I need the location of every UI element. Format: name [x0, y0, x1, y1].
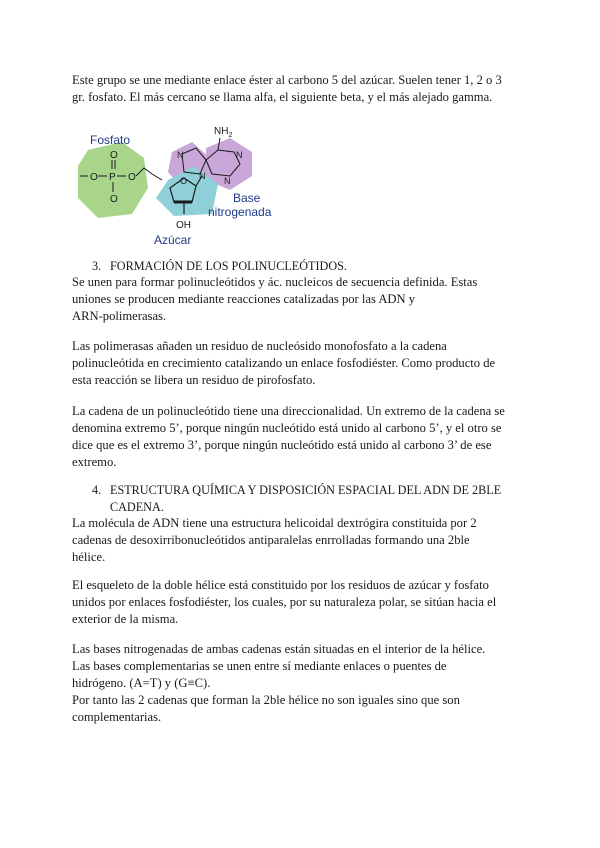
atom-n: N — [236, 150, 243, 160]
base-label-1: Base — [233, 191, 261, 205]
text-line: denomina extremo 5’, porque ningún nucleótido está unido al carbono 5’, y el otro se — [72, 421, 502, 435]
atom-o: O — [110, 194, 118, 205]
section-3-paragraph-1 — [72, 274, 534, 325]
section-title-continued: CADENA. — [110, 500, 164, 514]
section-3-paragraph-3 — [72, 403, 534, 471]
azucar-label: Azúcar — [154, 233, 192, 247]
text-line: Las bases complementarias se unen entre sí mediante enlaces o puentes de — [72, 659, 447, 673]
text-line: El esqueleto de la doble hélice está constituido por los residuos de azúcar y fosfato — [72, 578, 489, 592]
text-line: unidos por enlaces fosfodiéster, los cuales, por su naturaleza polar, se sitúan hacia el — [72, 595, 497, 609]
base-label-2: nitrogenada — [208, 205, 272, 219]
section-3-paragraph-2 — [72, 338, 534, 389]
text-line: Las bases nitrogenadas de ambas cadenas están situadas en el interior de la hélice. — [72, 642, 486, 656]
section-4-paragraph-1 — [72, 515, 534, 566]
atom-p: P — [109, 172, 116, 183]
intro-paragraph — [72, 72, 534, 106]
section-title: FORMACIÓN DE LOS POLINUCLEÓTIDOS. — [110, 259, 347, 273]
section-4-heading — [92, 482, 532, 516]
text-line: dice que es el extremo 3’, porque ningún nucleótido está unido al carbono 3’ de ese — [72, 438, 492, 452]
nh2-label: $NH_2$ — [214, 126, 233, 139]
text-line: Se unen para formar polinucleótidos y ác. nucleicos de secuencia definida. Estas — [72, 275, 478, 289]
atom-n: N — [199, 171, 206, 181]
text-line: La molécula de ADN tiene una estructura helicoidal dextrógira constituida por 2 — [72, 516, 477, 530]
text-line: esta reacción se libera un residuo de pirofosfato. — [72, 373, 316, 387]
atom-n: N — [224, 176, 231, 186]
section-number: 4. — [92, 483, 102, 497]
text-line: Este grupo se une mediante enlace éster al carbono 5 del azúcar. Suelen tener 1, 2 o 3 — [72, 73, 502, 87]
section-4-paragraph-2 — [72, 577, 534, 628]
atom-n: N — [177, 150, 184, 160]
section-4-paragraph-3 — [72, 641, 534, 726]
atom-o: O — [180, 176, 188, 186]
atom-o: O — [110, 150, 118, 161]
nucleotide-figure — [78, 118, 308, 253]
section-3-heading — [92, 258, 532, 275]
text-line: Por tanto las 2 cadenas que forman la 2ble hélice no son iguales sino que son — [72, 693, 460, 707]
text-line: ARN-polimerasas. — [72, 309, 167, 323]
text-line: complementarias. — [72, 710, 162, 724]
atom-o: O — [90, 172, 98, 183]
oh-label: OH — [176, 220, 191, 231]
text-line: hidrógeno. (A=T) y (G≡C). — [72, 676, 211, 690]
section-title: ESTRUCTURA QUÍMICA Y DISPOSICIÓN ESPACIAL DEL ADN DE 2BLE — [110, 483, 502, 497]
text-line: extremo. — [72, 455, 117, 469]
text-line: Las polimerasas añaden un residuo de nucleósido monofosfato a la cadena — [72, 339, 447, 353]
fosfato-label: Fosfato — [90, 133, 131, 147]
text-line: exterior de la misma. — [72, 612, 179, 626]
section-number: 3. — [92, 259, 102, 273]
text-line: gr. fosfato. El más cercano se llama alfa, el siguiente beta, y el más alejado gamma. — [72, 90, 493, 104]
text-line: polinucleótida en crecimiento catalizando un enlace fosfodiéster. Como producto de — [72, 356, 496, 370]
atom-o: O — [128, 172, 136, 183]
text-line: cadenas de desoxirribonucleótidos antiparalelas enrrolladas formando una 2ble — [72, 533, 470, 547]
text-line: hélice. — [72, 550, 106, 564]
text-line: La cadena de un polinucleótido tiene una direccionalidad. Un extremo de la cadena se — [72, 404, 505, 418]
text-line: uniones se producen mediante reacciones catalizadas por las ADN y — [72, 292, 416, 306]
